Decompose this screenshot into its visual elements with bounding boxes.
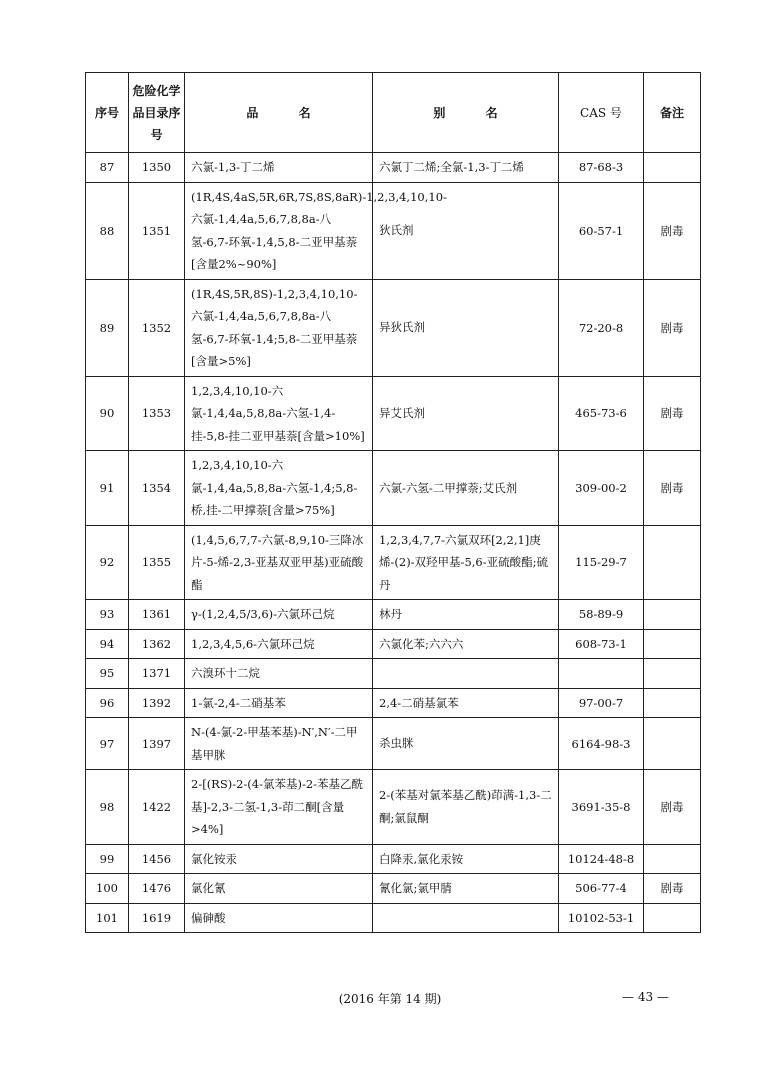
table-row <box>86 153 701 183</box>
cell-name: 1,2,3,4,5,6-六氯环己烷 <box>185 629 373 659</box>
cell-cas: 6164-98-3 <box>559 718 644 770</box>
cell-alias: 1,2,3,4,7,7-六氯双环[2,2,1]庚烯-(2)-双羟甲基-5,6-亚硫酸酯;硫丹 <box>373 525 559 600</box>
cell-note: 剧毒 <box>644 182 701 279</box>
cell-seq: 89 <box>86 279 129 376</box>
cell-seq: 98 <box>86 770 129 845</box>
cell-alias: 六氯丁二烯;全氯-1,3-丁二烯 <box>373 153 559 183</box>
cell-name: 氯化铵汞 <box>185 844 373 874</box>
cell-note: 剧毒 <box>644 451 701 526</box>
page-number: — 43 — <box>622 990 669 1004</box>
cell-cas: 3691-35-8 <box>559 770 644 845</box>
cell-note <box>644 718 701 770</box>
cell-alias: 杀虫脒 <box>373 718 559 770</box>
cell-cas: 58-89-9 <box>559 600 644 630</box>
cell-name: 六氯-1,3-丁二烯 <box>185 153 373 183</box>
table-row <box>86 376 701 451</box>
cell-name: 2-[(RS)-2-(4-氯苯基)-2-苯基乙酰基]-2,3-二氢-1,3-茚二酮[含量>4%] <box>185 770 373 845</box>
cell-seq: 94 <box>86 629 129 659</box>
table-row <box>86 451 701 526</box>
header-cas: CAS 号 <box>559 73 644 153</box>
cell-catalog: 1353 <box>129 376 185 451</box>
cell-seq: 100 <box>86 874 129 904</box>
cell-note <box>644 629 701 659</box>
cell-name: 氯化氰 <box>185 874 373 904</box>
cell-seq: 88 <box>86 182 129 279</box>
cell-note <box>644 600 701 630</box>
table-row <box>86 182 701 279</box>
cell-catalog: 1354 <box>129 451 185 526</box>
cell-note <box>644 844 701 874</box>
cell-alias: 异艾氏剂 <box>373 376 559 451</box>
header-catalog: 危险化学品目录序号 <box>129 73 185 153</box>
cell-name: 1-氯-2,4-二硝基苯 <box>185 688 373 718</box>
table-header-row <box>86 73 701 153</box>
table-row <box>86 600 701 630</box>
cell-catalog: 1422 <box>129 770 185 845</box>
cell-cas: 309-00-2 <box>559 451 644 526</box>
table-row <box>86 659 701 689</box>
cell-name: 1,2,3,4,10,10-六氯-1,4,4a,5,8,8a-六氢-1,4-挂-5,8-挂二亚甲基萘[含量>10%] <box>185 376 373 451</box>
cell-catalog: 1361 <box>129 600 185 630</box>
table-row <box>86 844 701 874</box>
cell-alias: 狄氏剂 <box>373 182 559 279</box>
cell-catalog: 1476 <box>129 874 185 904</box>
cell-seq: 87 <box>86 153 129 183</box>
table-row <box>86 629 701 659</box>
cell-name: (1,4,5,6,7,7-六氯-8,9,10-三降冰片-5-烯-2,3-亚基双亚甲基)亚硫酸酯 <box>185 525 373 600</box>
header-name: 品 名 <box>185 73 373 153</box>
table-row <box>86 874 701 904</box>
cell-catalog: 1350 <box>129 153 185 183</box>
cell-alias <box>373 903 559 933</box>
cell-name: (1R,4S,4aS,5R,6R,7S,8S,8aR)-1,2,3,4,10,10-六氯-1,4,4a,5,6,7,8,8a-八氢-6,7-环氧-1,4,5,8-二亚甲基萘[含量2%~90%] <box>185 182 373 279</box>
cell-seq: 96 <box>86 688 129 718</box>
cell-cas <box>559 659 644 689</box>
cell-note <box>644 903 701 933</box>
cell-cas: 72-20-8 <box>559 279 644 376</box>
header-note: 备注 <box>644 73 701 153</box>
cell-cas: 608-73-1 <box>559 629 644 659</box>
cell-seq: 92 <box>86 525 129 600</box>
cell-catalog: 1371 <box>129 659 185 689</box>
cell-note: 剧毒 <box>644 279 701 376</box>
cell-cas: 115-29-7 <box>559 525 644 600</box>
table-row <box>86 525 701 600</box>
table-row <box>86 688 701 718</box>
cell-cas: 10124-48-8 <box>559 844 644 874</box>
cell-cas: 10102-53-1 <box>559 903 644 933</box>
cell-seq: 101 <box>86 903 129 933</box>
chemical-table <box>85 72 701 933</box>
cell-note <box>644 525 701 600</box>
cell-alias: 2-(苯基对氯苯基乙酰)茚满-1,3-二酮;氯鼠酮 <box>373 770 559 845</box>
cell-name: 偏砷酸 <box>185 903 373 933</box>
table-row <box>86 279 701 376</box>
cell-catalog: 1351 <box>129 182 185 279</box>
cell-catalog: 1392 <box>129 688 185 718</box>
issue-label: (2016 年第 14 期) <box>338 992 442 1006</box>
cell-name: γ-(1,2,4,5/3,6)-六氯环己烷 <box>185 600 373 630</box>
cell-catalog: 1362 <box>129 629 185 659</box>
cell-alias: 2,4-二硝基氯苯 <box>373 688 559 718</box>
cell-alias: 六氯化苯;六六六 <box>373 629 559 659</box>
table-row <box>86 718 701 770</box>
cell-alias: 六氯-六氢-二甲撑萘;艾氏剂 <box>373 451 559 526</box>
cell-catalog: 1619 <box>129 903 185 933</box>
header-seq: 序号 <box>86 73 129 153</box>
cell-name: (1R,4S,5R,8S)-1,2,3,4,10,10-六氯-1,4,4a,5,6,7,8,8a-八氢-6,7-环氧-1,4;5,8-二亚甲基萘[含量>5%] <box>185 279 373 376</box>
table-row <box>86 770 701 845</box>
cell-cas: 60-57-1 <box>559 182 644 279</box>
table-row <box>86 903 701 933</box>
cell-alias: 林丹 <box>373 600 559 630</box>
cell-seq: 99 <box>86 844 129 874</box>
cell-seq: 90 <box>86 376 129 451</box>
cell-alias: 异狄氏剂 <box>373 279 559 376</box>
header-alias: 别 名 <box>373 73 559 153</box>
cell-seq: 95 <box>86 659 129 689</box>
cell-cas: 506-77-4 <box>559 874 644 904</box>
cell-note <box>644 659 701 689</box>
cell-cas: 87-68-3 <box>559 153 644 183</box>
cell-alias: 白降汞,氯化汞铵 <box>373 844 559 874</box>
cell-seq: 93 <box>86 600 129 630</box>
cell-name: 1,2,3,4,10,10-六氯-1,4,4a,5,8,8a-六氢-1,4;5,8-桥,挂-二甲撑萘[含量>75%] <box>185 451 373 526</box>
cell-name: N-(4-氯-2-甲基苯基)-N′,N′-二甲基甲脒 <box>185 718 373 770</box>
cell-catalog: 1456 <box>129 844 185 874</box>
cell-cas: 97-00-7 <box>559 688 644 718</box>
cell-seq: 97 <box>86 718 129 770</box>
cell-name: 六溴环十二烷 <box>185 659 373 689</box>
cell-catalog: 1397 <box>129 718 185 770</box>
cell-catalog: 1355 <box>129 525 185 600</box>
cell-cas: 465-73-6 <box>559 376 644 451</box>
cell-note: 剧毒 <box>644 874 701 904</box>
cell-alias <box>373 659 559 689</box>
cell-note <box>644 688 701 718</box>
cell-note <box>644 153 701 183</box>
cell-note: 剧毒 <box>644 376 701 451</box>
cell-alias: 氰化氯;氯甲腈 <box>373 874 559 904</box>
cell-seq: 91 <box>86 451 129 526</box>
cell-catalog: 1352 <box>129 279 185 376</box>
cell-note: 剧毒 <box>644 770 701 845</box>
